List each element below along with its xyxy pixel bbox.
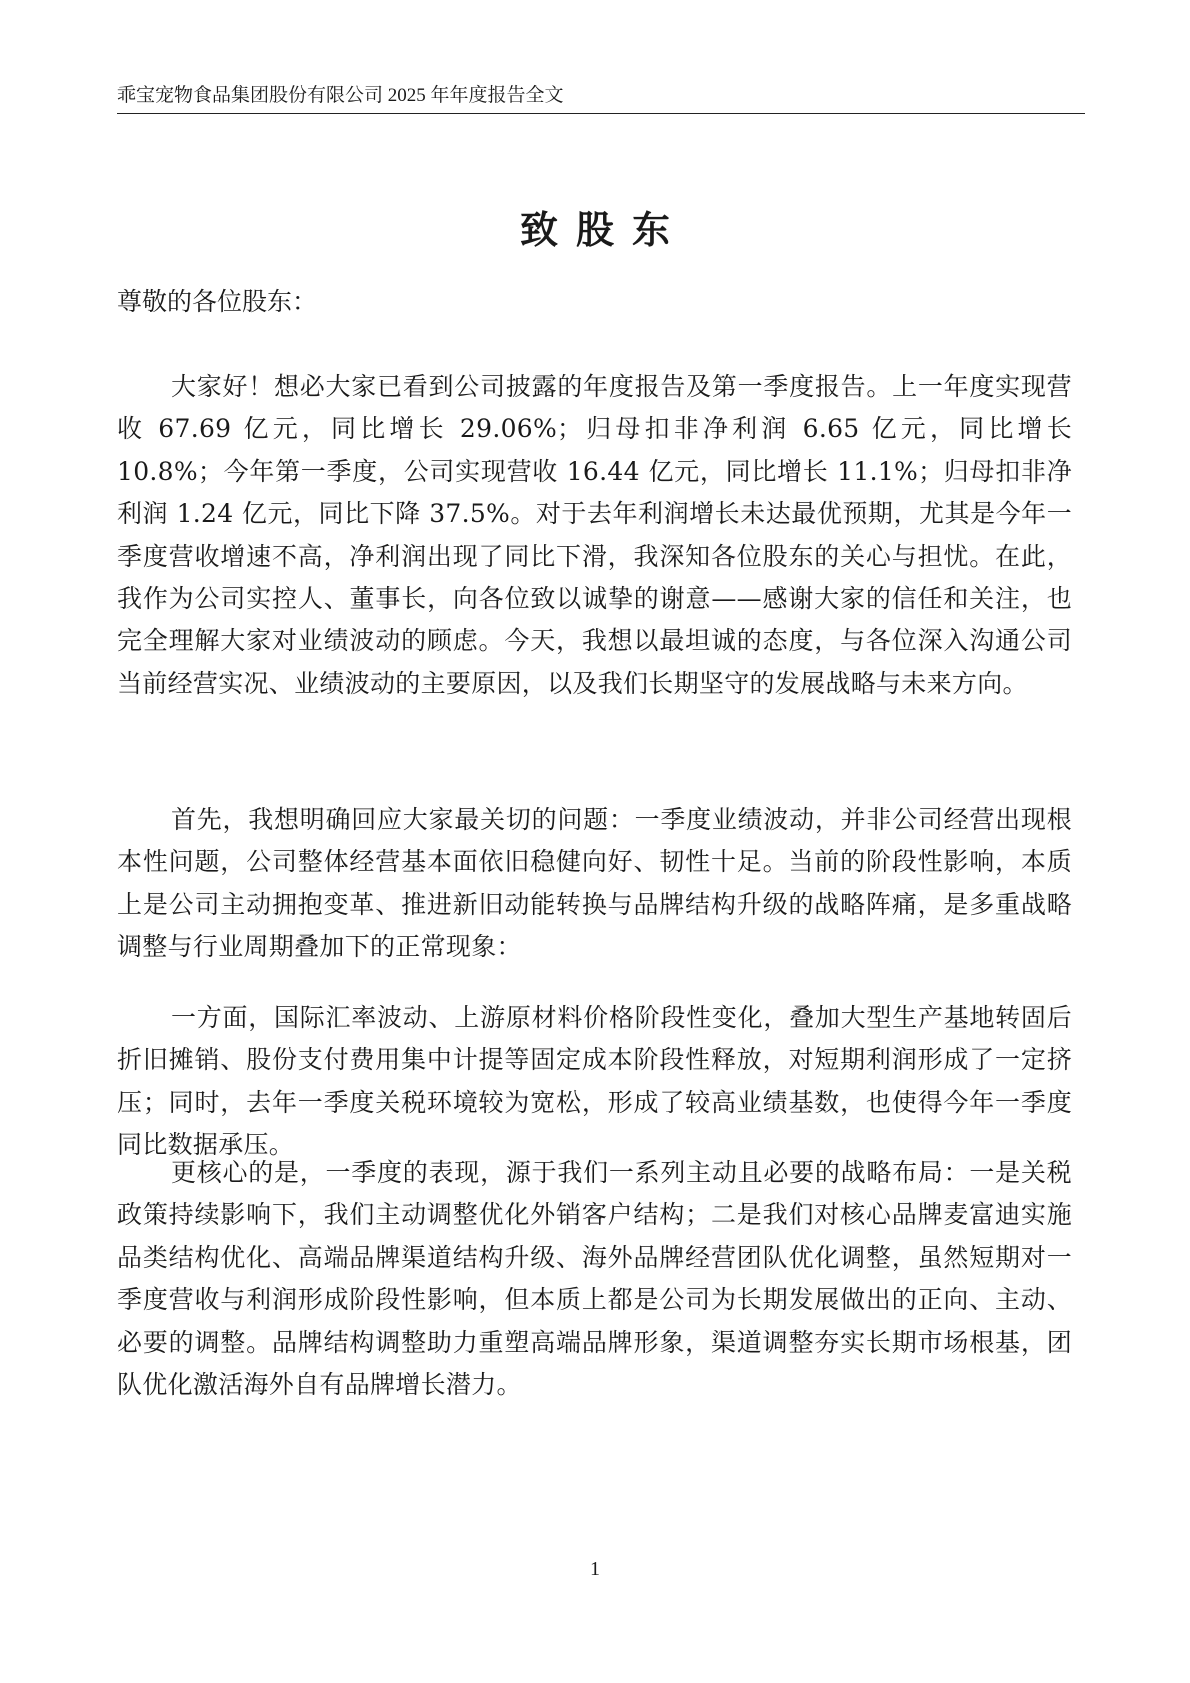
page-number: 1 [590, 1558, 600, 1580]
letter-title: 致股东 [519, 207, 688, 253]
header-divider [117, 113, 1085, 114]
paragraph-4: 更核心的是，一季度的表现，源于我们一系列主动且必要的战略布局：一是关税政策持续影响下，我们主动调整优化外销客户结构；二是我们对核心品牌麦富迪实施品类结构优化、高端品牌渠道结构升级、海外品牌经营团队优化调整，虽然短期对一季度营收与利润形成阶段性影响，但本质上都是公司为长期发展做出的正向、主动、必要的调整。品牌结构调整助力重塑高端品牌形象，渠道调整夯实长期市场根基，团队优化激活海外自有品牌增长潜力。 [117, 1158, 1072, 1400]
paragraph-2: 首先，我想明确回应大家最关切的问题：一季度业绩波动，并非公司经营出现根本性问题，公司整体经营基本面依旧稳健向好、韧性十足。当前的阶段性影响，本质上是公司主动拥抱变革、推进新旧动能转换与品牌结构升级的战略阵痛，是多重战略调整与行业周期叠加下的正常现象： [117, 805, 1072, 962]
running-header: 乖宝宠物食品集团股份有限公司 2025 年年度报告全文 [117, 85, 564, 106]
paragraph-3: 一方面，国际汇率波动、上游原材料价格阶段性变化，叠加大型生产基地转固后折旧摊销、股份支付费用集中计提等固定成本阶段性释放，对短期利润形成了一定挤压；同时，去年一季度关税环境较为宽松，形成了较高业绩基数，也使得今年一季度同比数据承压。 [117, 1003, 1072, 1160]
paragraph-1: 大家好！想必大家已看到公司披露的年度报告及第一季度报告。上一年度实现营收 67.69 亿元，同比增长 29.06%；归母扣非净利润 6.65 亿元，同比增长 10.8%；今年第一季度，公司实现营收 16.44 亿元，同比增长 11.1%；归母扣非净利润 1.24 亿元，同比下降 37.5%。对于去年利润增长未达最优预期，尤其是今年一季度营收增速不高，净利润出现了同比下滑，我深知各位股东的关心与担忧。在此，我作为公司实控人、董事长，向各位致以诚挚的谢意——感谢大家的信任和关注，也完全理解大家对业绩波动的顾虑。今天，我想以最坦诚的态度，与各位深入沟通公司当前经营实况、业绩波动的主要原因，以及我们长期坚守的发展战略与未来方向。 [117, 372, 1072, 698]
salutation: 尊敬的各位股东： [117, 287, 318, 316]
